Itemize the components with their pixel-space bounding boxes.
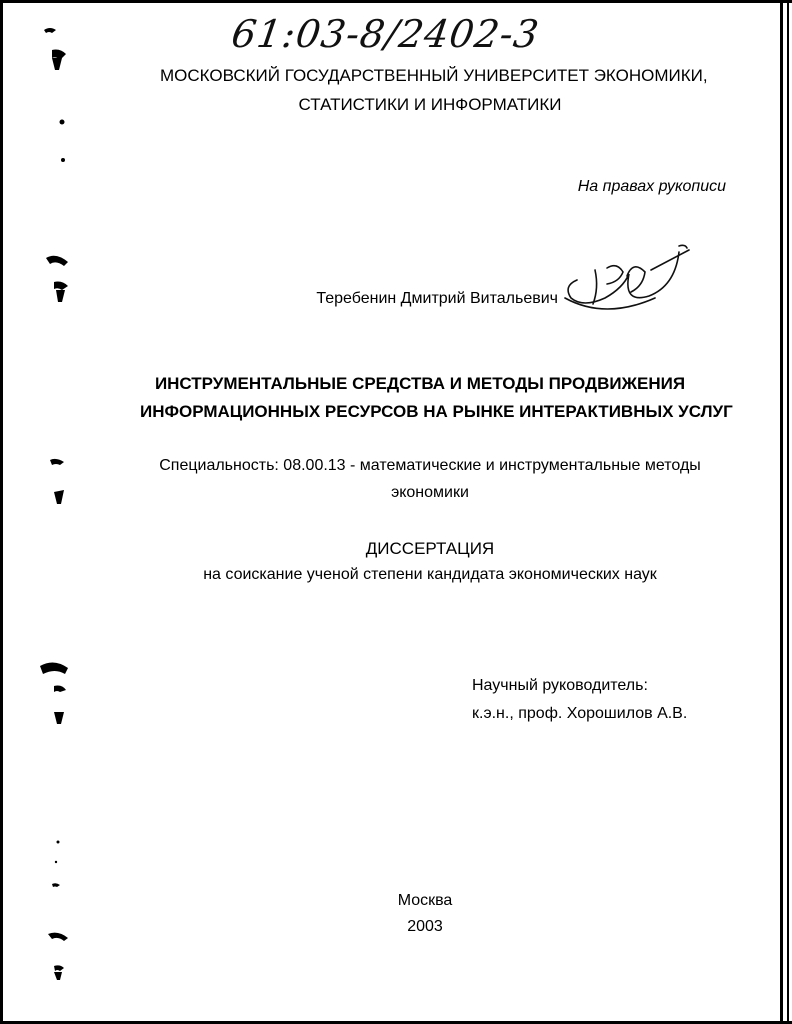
- year: 2003: [407, 918, 443, 935]
- advisor-name: к.э.н., проф. Хорошилов А.В.: [472, 705, 688, 722]
- scan-border-top: [0, 0, 792, 3]
- document-type: ДИССЕРТАЦИЯ: [365, 539, 495, 558]
- city: Москва: [397, 892, 453, 909]
- specialty-line-1: Специальность: 08.00.13 - математические и инструментальные методы: [159, 457, 701, 474]
- scan-border-right: [780, 0, 783, 1024]
- author-name: Теребенин Дмитрий Витальевич: [316, 290, 558, 307]
- binding-marks: [30, 0, 90, 1024]
- degree-line: на соискание ученой степени кандидата экономических наук: [203, 566, 657, 583]
- scan-border-right-outer: [787, 0, 789, 1024]
- university-name-line-2: СТАТИСТИКИ И ИНФОРМАТИКИ: [298, 95, 562, 114]
- university-name-line-1: МОСКОВСКИЙ ГОСУДАРСТВЕННЫЙ УНИВЕРСИТЕТ ЭКОНОМИКИ,: [160, 66, 708, 85]
- specialty-line-2: экономики: [391, 484, 469, 501]
- dissertation-title-line-1: ИНСТРУМЕНТАЛЬНЫЕ СРЕДСТВА И МЕТОДЫ ПРОДВИЖЕНИЯ: [154, 374, 686, 393]
- archive-number: 61:03-8/2402-3: [228, 12, 543, 56]
- advisor-label: Научный руководитель:: [472, 677, 648, 694]
- signature-icon: [555, 240, 690, 320]
- scan-border-left: [0, 0, 3, 1024]
- dissertation-title-line-2: ИНФОРМАЦИОННЫХ РЕСУРСОВ НА РЫНКЕ ИНТЕРАКТИВНЫХ УСЛУГ: [140, 402, 733, 421]
- manuscript-note: На правах рукописи: [577, 178, 726, 195]
